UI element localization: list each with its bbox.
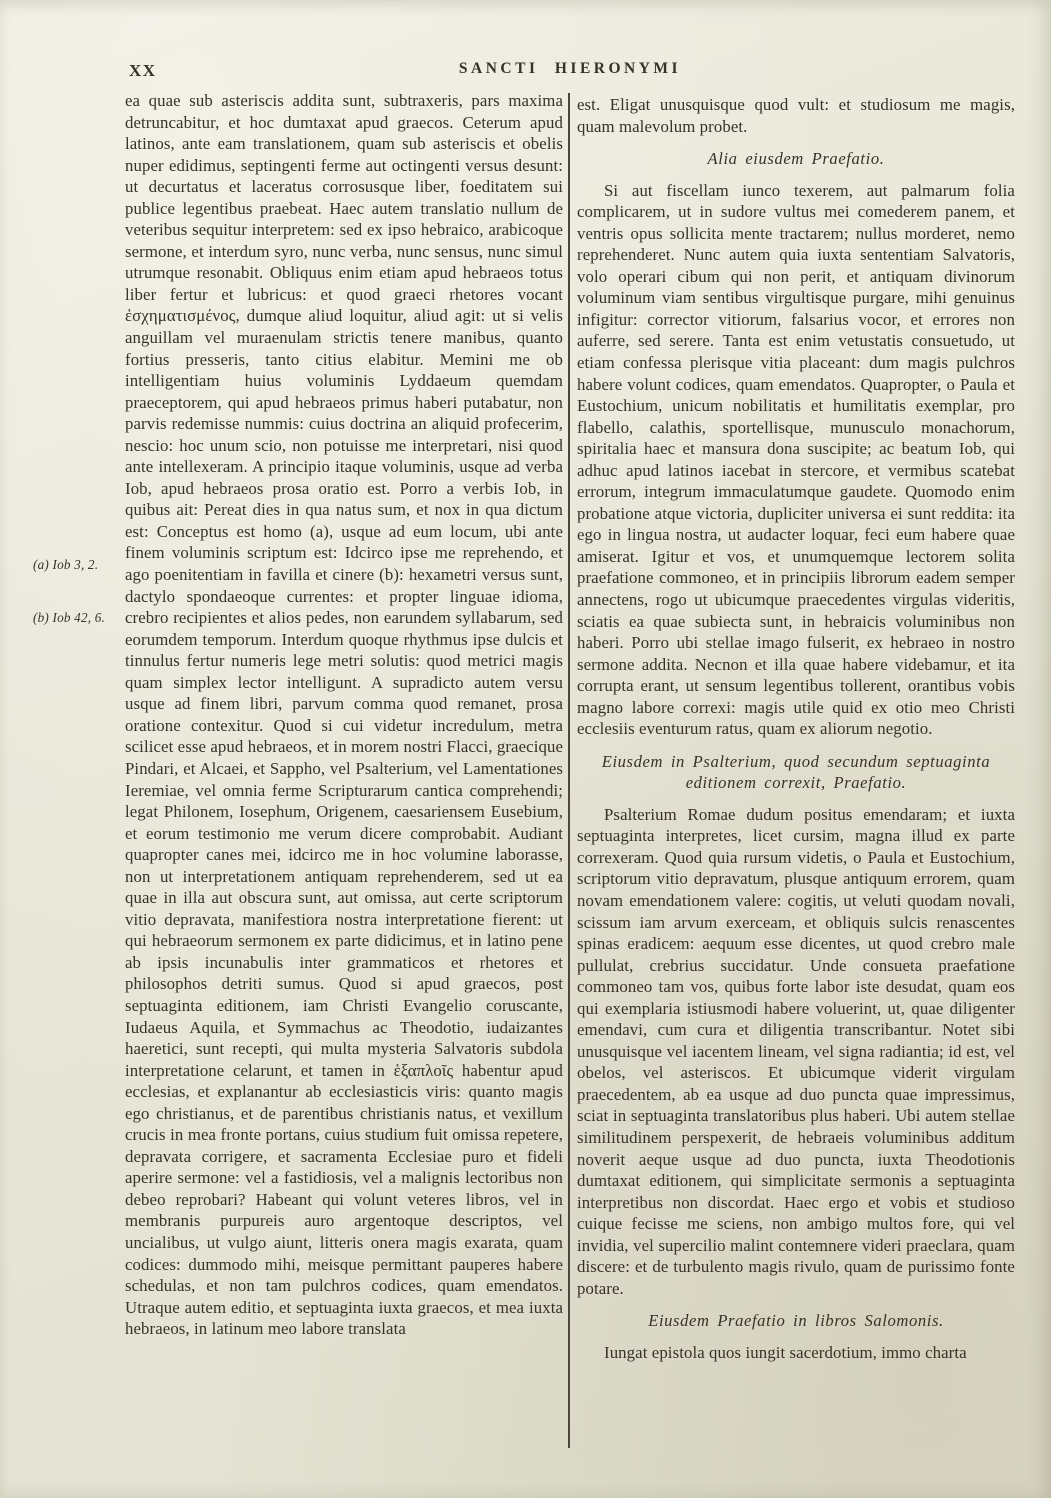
paragraph-in-libros-salomonis: Iungat epistola quos iungit sacerdotium, immo charta: [604, 1342, 967, 1362]
heading-in-libros-salomonis: Eiusdem Praefatio in libros Salomonis.: [648, 1311, 944, 1331]
margin-note-b: (b) Iob 42, 6.: [33, 610, 106, 625]
right-column: [577, 90, 1015, 1458]
paragraph-in-psalterium: Psalterium Romae dudum positus emendaram; et iuxta septuaginta interpretes, licet cursim, magna illud ex parte correxeram. Quod quia rursum videtis, o Paula et Eustochium, scriptorum vitio depravatum, plusque antiquum errorem, quam novam emendationem valere: cogitis, ut veluti quodam novali, scissum iam arvum exerceam, et obliquis sulcis renascentes spinas eradicem: aequum esse dicentes, ut quod crebro male pullulat, crebrius succidatur. Unde consueta praefatione commoneo tam vos, quibus forte labor iste desudat, quam eos qui exemplaria istiusmodi habere voluerint, ut, quae diligenter emendavi, cum cura et diligentia transcribantur. Notet sibi unusquisque vel iacentem lineam, vel signa radiantia; id est, vel obelos, vel asteriscos. Et ubicumque viderit virgulam praecedentem, ab ea usque ad duo puncta quae impressimus, sciat in septuaginta translatoribus plus haberi. Ubi autem stellae similitudinem perspexerit, de hebraeis voluminibus additum noverit aeque usque ad duo puncta, iuxta Theodotionis dumtaxat editionem, qui simplicitate sermonis a septuaginta interpretibus non discordat. Haec ergo et vobis et studioso cuique fecisse me sciens, non ambigo multos fore, qui vel invidia, vel supercilio malint contemnere videri praeclara, quam discere: et de turbulento magis rivulo, quam de purissimo fonte potare.: [577, 804, 1015, 1298]
left-column: [125, 90, 563, 1458]
running-title: SANCTI HIERONYMI: [458, 60, 682, 77]
text-block: [125, 90, 1015, 1458]
left-column-text: ea quae sub asteriscis addita sunt, subtraxeris, pars maxima detruncabitur, et hoc dumtaxat apud graecos. Ceterum apud latinos, ante eam translationem, quam sub asteriscis et obelis nuper edidimus, septingenti ferme aut octingenti versus desunt: ut decurtatus et laceratus corrosusque liber, foeditatem sui publice legentibus praebeat. Haec autem translatio nullum de veteribus sequitur interpretem: sed ex ipso hebraico, arabicoque sermone, et interdum syro, nunc verba, nunc sensus, nunc simul utrumque resonabit. Obliquus enim etiam apud hebraeos totus liber fertur et lubricus: et quod graeci rhetores vocant ἐσχηματισμένος, dumque aliud loquitur, aliud agit: ut si velis anguillam vel muraenulam strictis tenere manibus, quanto fortius presseris, tanto citius elabitur. Memini me ob intelligentiam huius voluminis Lyddaeum quemdam praeceptorem, qui apud hebraeos primus haberi putabatur, non parvis redemisse nummis: cuius doctrina an aliquid profecerim, nescio: hoc unum scio, non potuisse me interpretari, nisi quod ante intellexeram. A principio itaque voluminis, usque ad verba Iob, apud hebraeos prosa oratio est. Porro a verbis Iob, in quibus ait: Pereat dies in qua natus sum, et nox in qua dictum est: Conceptus est homo (a), usque ad eum locum, ubi ante finem voluminis scriptum est: Idcirco ipse me reprehendo, et ago poenitentiam in favilla et cinere (b): hexametri versus sunt, dactylo spondaeoque currentes: et propter linguae idioma, crebro recipientes et alios pedes, non earundem syllabarum, sed eorumdem temporum. Interdum quoque rhythmus ipse dulcis et tinnulus fertur numeris lege metri solutis: quod metrici magis quam simplex lector intelligunt. A supradicto autem versu usque ad finem libri, parvum comma quod remanet, prosa oratione contexitur. Quod si cui videtur incredulum, metra scilicet esse apud hebraeos, et in morem nostri Flacci, graecique Pindari, et Alcaei, et Sappho, vel Psalterium, vel Lamentationes Ieremiae, vel omnia ferme Scripturarum cantica comprehendi; legat Philonem, Iosephum, Origenem, caesariensem Eusebium, et eorum testimonio me verum dicere comprobabit. Audiant quapropter canes mei, idcirco me in hoc volumine laborasse, non ut interpretationem antiquam reprehenderem, sed ut ea quae in illa aut obscura sunt, aut omissa, aut certe scriptorum vitio depravata, manifestiora nostra interpretatione fierent: ut qui hebraeorum sermonem ex parte didicimus, et in latino pene ab ipsis incunabulis inter grammaticos et rhetores et philosophos detriti sumus. Quod si apud graecos, post septuaginta editionem, iam Christi Evangelio coruscante, Iudaeus Aquila, et Symmachus ac Theodotio, iudaizantes haeretici, sunt recepti, qui multa mysteria Salvatoris subdola interpretatione celarunt, et tamen in ἑξαπλοῖς habentur apud ecclesias, et explanantur ab ecclesiasticis viris: quanto magis ego christianus, et de parentibus christianis natus, et vexillum crucis in mea fronte portans, cuius studium fuit omissa repetere, depravata corrigere, et sacramenta Ecclesiae puro et fideli aperire sermone: vel a fastidiosis, vel a malignis lectoribus non debeo reprobari? Habeant qui volunt veteres libros, vel in membranis purpureis auro argentoque descriptos, vel uncialibus, ut vulgo aiunt, litteris onera magis exarata, quam codices: dummodo mihi, meisque permittant pauperes habere schedulas, et non tam pulchros codices, quam emendatos. Utraque autem editio, et septuaginta iuxta graecos, et mea iuxta hebraeos, in latinum meo labore translata: [125, 91, 563, 1339]
margin-note-a: (a) Iob 3, 2.: [33, 557, 99, 572]
page-number: XX: [129, 61, 157, 80]
column-divider-rule: [568, 93, 570, 1448]
heading-alia-eiusdem-praefatio: Alia eiusdem Praefatio.: [707, 149, 885, 169]
heading-in-psalterium: Eiusdem in Psalterium, quod secundum septuaginta editionem correxit, Praefatio.: [601, 751, 991, 793]
paragraph-continuation: est. Eligat unusquisque quod vult: et studiosum me magis, quam malevolum probet.: [577, 95, 1015, 136]
paragraph-alia-praefatio: Si aut fiscellam iunco texerem, aut palmarum folia complicarem, ut in sudore vultus mei comederem panem, et ventris opus sollicita mente tractarem; nullus morderet, nemo reprehenderet. Nunc autem quia iuxta sententiam Salvatoris, volo operari cibum qui non perit, et antiquam divinorum voluminum viam sentibus virgultisque purgare, mihi genuinus infigitur: corrector vitiorum, falsarius vocor, et errores non auferre, sed serere. Tanta est enim vetustatis consuetudo, ut etiam confessa plerisque vitia placeant: dum magis pulchros habere volunt codices, quam emendatos. Quapropter, o Paula et Eustochium, unicum nobilitatis et humilitatis exemplar, pro flabello, calathis, sportellisque, munusculo monachorum, spiritalia haec et mansura dona suscipite; ac beatum Iob, qui adhuc apud latinos iacebat in stercore, et vermibus scatebat errorum, integrum immaculatumque gaudete. Quomodo enim probatione atque victoria, dupliciter universa ei sunt reddita: ita ego in lingua nostra, ut audacter loquar, feci eum habere quae amiserat. Igitur et vos, et unumquemque lectorem solita praefatione commoneo, et in principiis librorum eadem semper annectens, rogo ut ubicumque praecedentes virgulas videritis, sciatis ea quae subiecta sunt, in hebraicis voluminibus non haberi. Porro ubi stellae imago fulserit, ex hebraeo in nostro sermone addita. Necnon et illa quae habere videbamur, et ita corrupta erant, ut sensum legentibus tollerent, orantibus vobis magno labore correxi: magis utile quid ex otio meo Christi ecclesiis eventurum ratus, quam ex aliorum negotio.: [577, 180, 1015, 739]
